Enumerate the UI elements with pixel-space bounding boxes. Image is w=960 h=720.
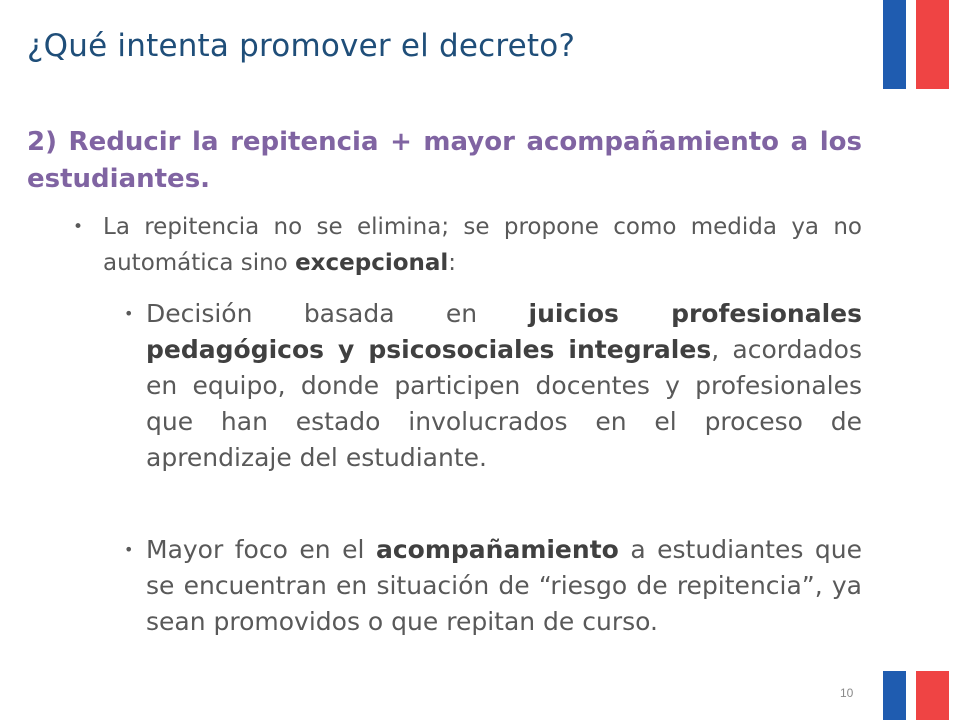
slide-title: ¿Qué intenta promover el decreto? xyxy=(27,28,576,64)
bullet-text: La repitencia no se elimina; se propone como medida ya no automática sino xyxy=(103,214,862,276)
bullet-text-end: : xyxy=(448,250,457,276)
bullet-text-end: a estudiantes que se encuentran en situación de “riesgo de repitencia”, ya sean promovidos o que repitan de curso. xyxy=(146,535,862,636)
slide-subheading: 2) Reducir la repitencia + mayor acompañamiento a los estudiantes. xyxy=(27,127,862,194)
bullet-dot: • xyxy=(124,304,134,323)
bullet-text: Mayor foco en el xyxy=(146,535,376,564)
flag-decoration-top xyxy=(883,0,949,89)
flag-red-stripe xyxy=(916,0,949,89)
sub-bullet-acompanamiento xyxy=(124,532,862,640)
sub-bullet-decision xyxy=(124,296,862,476)
bullet-bold-text: acompañamiento xyxy=(375,535,619,564)
flag-red-stripe xyxy=(916,671,949,720)
flag-blue-stripe xyxy=(883,0,906,89)
bullet-dot: • xyxy=(124,540,134,559)
flag-white-stripe xyxy=(906,0,916,89)
bullet-bold-text: juicios profesionales pedagógicos y psicosociales integrales xyxy=(146,299,862,364)
page-number: 10 xyxy=(840,686,854,700)
flag-blue-stripe xyxy=(883,671,906,720)
bullet-text-end: , acordados en equipo, donde participen docentes y profesionales que han estado involucrados en el proceso de aprendizaje del estudiante. xyxy=(146,335,862,472)
bullet-dot: • xyxy=(73,217,84,237)
flag-white-stripe xyxy=(906,671,916,720)
bullet-text: Decisión basada en xyxy=(146,299,529,328)
flag-decoration-bottom xyxy=(883,671,949,720)
bullet-repitencia-excepcional xyxy=(73,209,862,281)
bullet-bold-text: excepcional xyxy=(295,250,449,276)
